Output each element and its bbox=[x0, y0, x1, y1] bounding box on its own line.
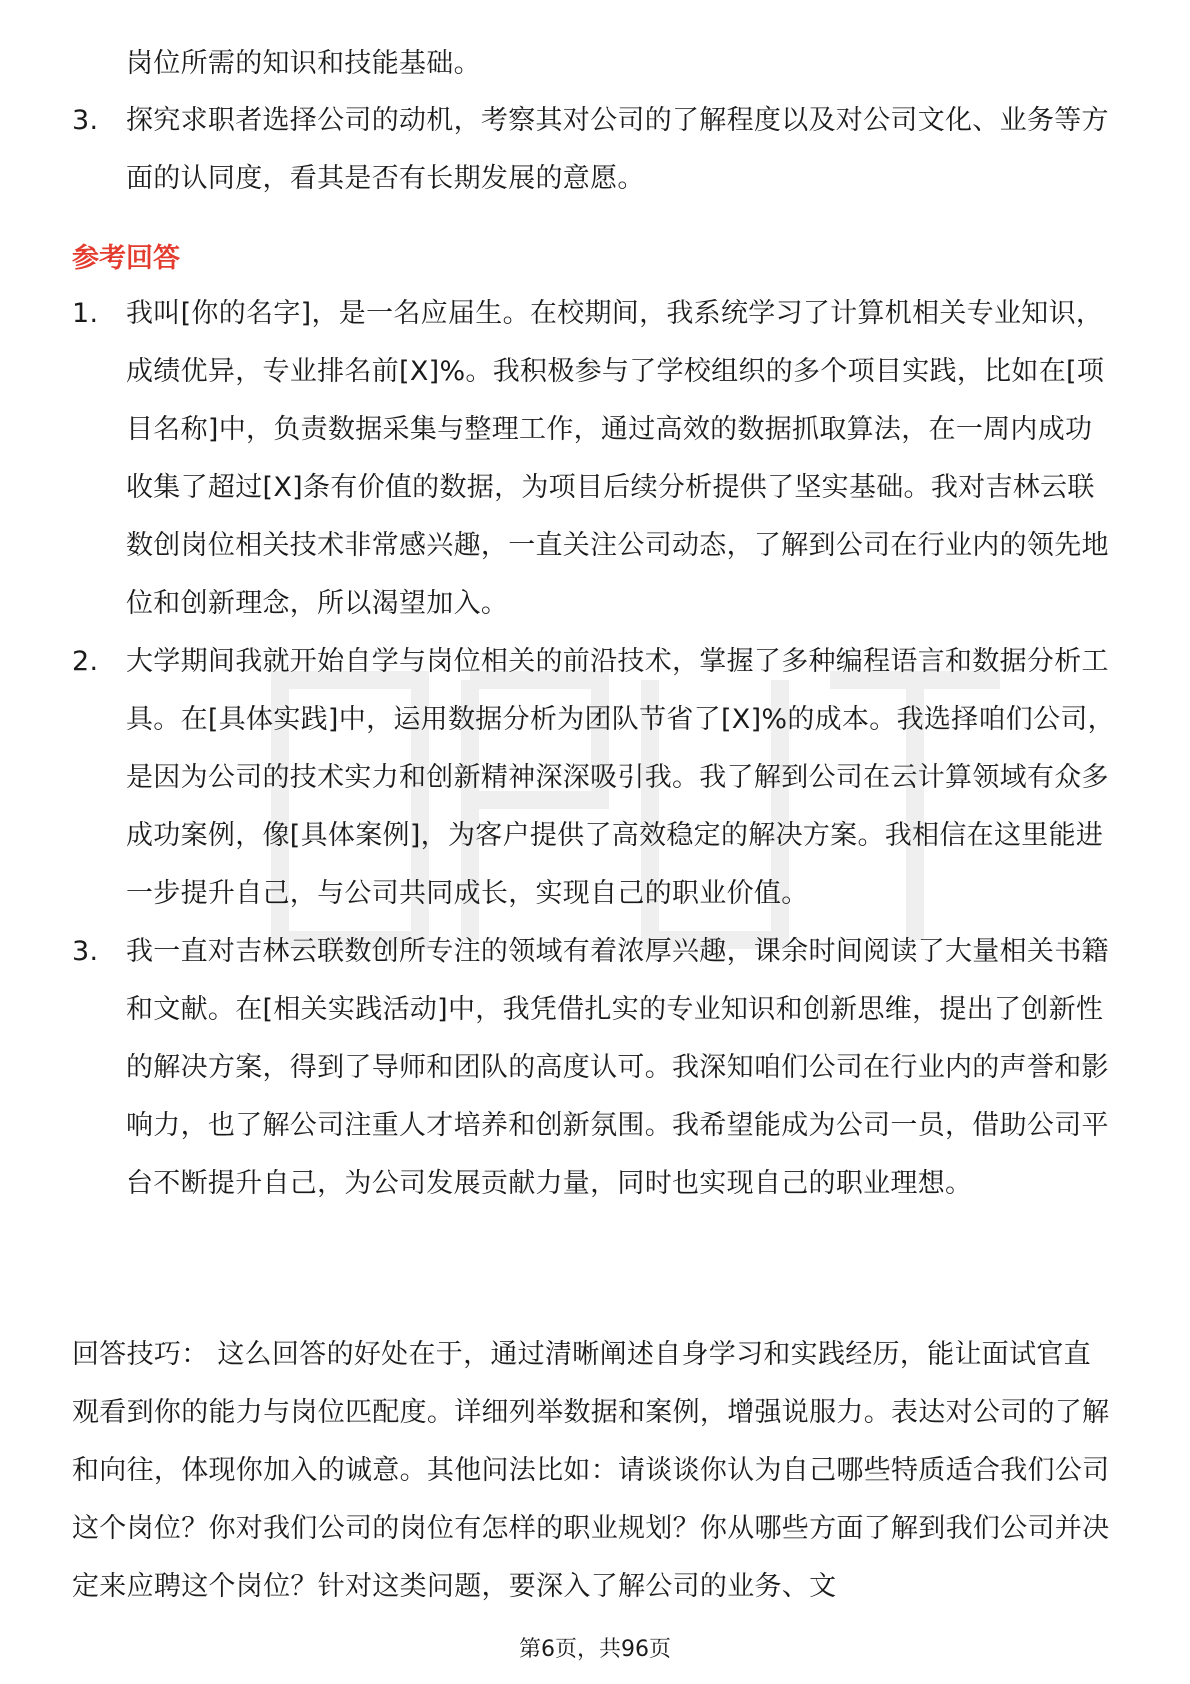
list-item-text: 探究求职者选择公司的动机，考察其对公司的了解程度以及对公司文化、业务等方面的认同度，看其是否有长期发展的意愿。 bbox=[126, 105, 1109, 194]
list-item bbox=[72, 923, 1116, 1213]
list-number: 3. bbox=[72, 105, 99, 136]
list-number: 2. bbox=[72, 646, 99, 677]
list-item bbox=[72, 92, 1116, 208]
list-item-text: 大学期间我就开始自学与岗位相关的前沿技术，掌握了多种编程语言和数据分析工具。在[具体实践]中，运用数据分析为团队节省了[X]%的成本。我选择咱们公司，是因为公司的技术实力和创新精神深深吸引我。我了解到公司在云计算领域有众多成功案例，像[具体案例]，为客户提供了高效稳定的解决方案。我相信在这里能进一步提升自己，与公司共同成长，实现自己的职业价值。 bbox=[126, 646, 1115, 909]
page-number: 第6页，共96页 bbox=[519, 1637, 671, 1662]
tips-text: 回答技巧： 这么回答的好处在于，通过清晰阐述自身学习和实践经历，能让面试官直观看到你的能力与岗位匹配度。详细列举数据和案例，增强说服力。表达对公司的了解和向往，体现你加入的诚意。其他问法比如：请谈谈你认为自己哪些特质适合我们公司这个岗位？你对我们公司的岗位有怎样的职业规划？你从哪些方面了解到我们公司并决定来应聘这个岗位？针对这类问题，要深入了解公司的业务、文 bbox=[72, 1339, 1110, 1602]
list-item-text: 我一直对吉林云联数创所专注的领域有着浓厚兴趣，课余时间阅读了大量相关书籍和文献。在[相关实践活动]中，我凭借扎实的专业知识和创新思维，提出了创新性的解决方案，得到了导师和团队的高度认可。我深知咱们公司在行业内的声誉和影响力，也了解公司注重人才培养和创新氛围。我希望能成为公司一员，借助公司平台不断提升自己，为公司发展贡献力量，同时也实现自己的职业理想。 bbox=[126, 936, 1109, 1199]
list-item bbox=[72, 285, 1116, 633]
page-footer bbox=[0, 1635, 1190, 1665]
section-heading: 参考回答 bbox=[72, 243, 180, 274]
list-number: 1. bbox=[72, 298, 99, 329]
list-item bbox=[72, 633, 1116, 923]
answer-tips-paragraph bbox=[72, 1326, 1116, 1616]
list-item-text: 我叫[你的名字]，是一名应届生。在校期间，我系统学习了计算机相关专业知识，成绩优异，专业排名前[X]%。我积极参与了学校组织的多个项目实践，比如在[项目名称]中，负责数据采集与整理工作，通过高效的数据抓取算法，在一周内成功收集了超过[X]条有价值的数据，为项目后续分析提供了坚实基础。我对吉林云联数创岗位相关技术非常感兴趣，一直关注公司动态，了解到公司在行业内的领先地位和创新理念，所以渴望加入。 bbox=[126, 298, 1109, 619]
list-number: 3. bbox=[72, 936, 99, 967]
previous-item-continuation bbox=[126, 35, 1116, 93]
question-points-list bbox=[72, 92, 1116, 208]
answer-list bbox=[72, 285, 1116, 1213]
item-text: 岗位所需的知识和技能基础。 bbox=[126, 48, 481, 79]
